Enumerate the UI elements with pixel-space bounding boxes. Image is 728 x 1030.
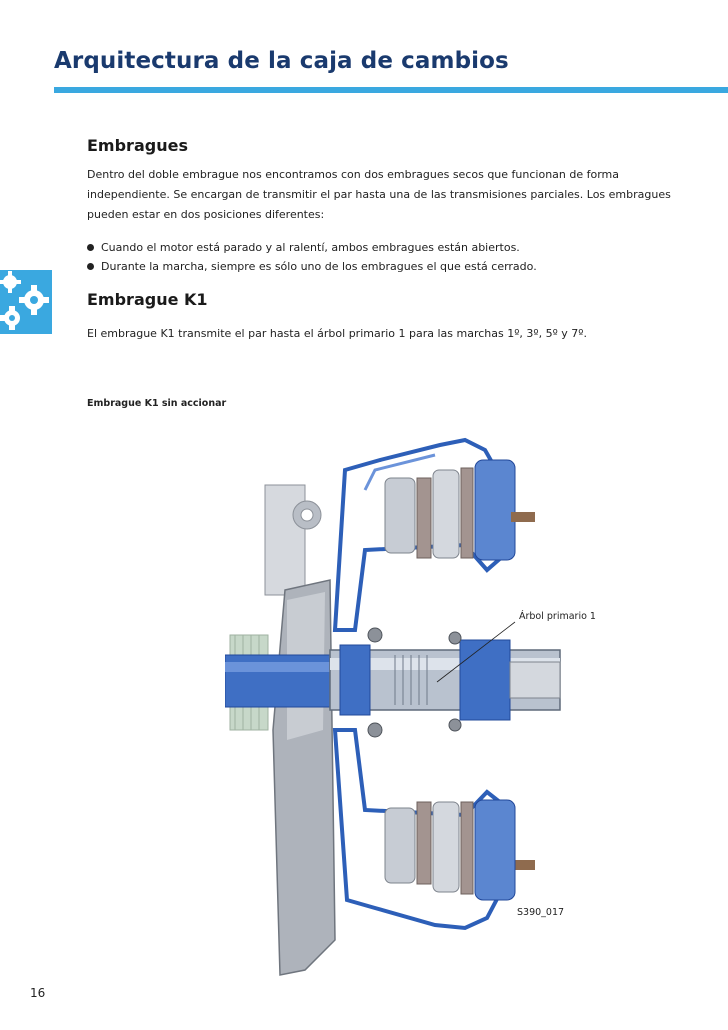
figure-caption: Embrague K1 sin accionar	[87, 398, 227, 409]
section-heading-embragues: Embragues	[87, 136, 188, 155]
bullet-text: Durante la marcha, siempre es sólo uno de los embragues el que está cerrado.	[101, 260, 537, 273]
list-item	[87, 238, 537, 257]
lower-clutch-pack	[385, 800, 515, 900]
upper-clutch-pack	[385, 460, 515, 560]
k1-paragraph: El embrague K1 transmite el par hasta el árbol primario 1 para las marchas 1º, 3º, 5º y 7º.	[87, 327, 587, 340]
intro-paragraph: Dentro del doble embrague nos encontramos con dos embragues secos que funcionan de forma independiente. Se encargan de transmitir el par hasta una de las transmisiones parciales. Los embragues pueden estar en dos posiciones diferentes:	[87, 168, 671, 221]
page-number: 16	[30, 986, 46, 1000]
clutch-cross-section-illustration	[225, 430, 565, 980]
bullet-icon	[87, 244, 94, 251]
bullet-list	[87, 238, 537, 276]
figure-code: S390_017	[517, 907, 565, 918]
section-heading-embrague-k1: Embrague K1	[87, 290, 208, 309]
callout-label-primary-shaft: Árbol primario 1	[519, 611, 596, 622]
list-item	[87, 257, 537, 276]
gears-icon	[0, 270, 52, 334]
upper-bearing	[265, 485, 321, 595]
bullet-text: Cuando el motor está parado y al ralentí, ambos embragues están abiertos.	[101, 241, 520, 254]
bullet-icon	[87, 263, 94, 270]
title-underline	[54, 87, 728, 93]
page-title: Arquitectura de la caja de cambios	[54, 48, 509, 74]
